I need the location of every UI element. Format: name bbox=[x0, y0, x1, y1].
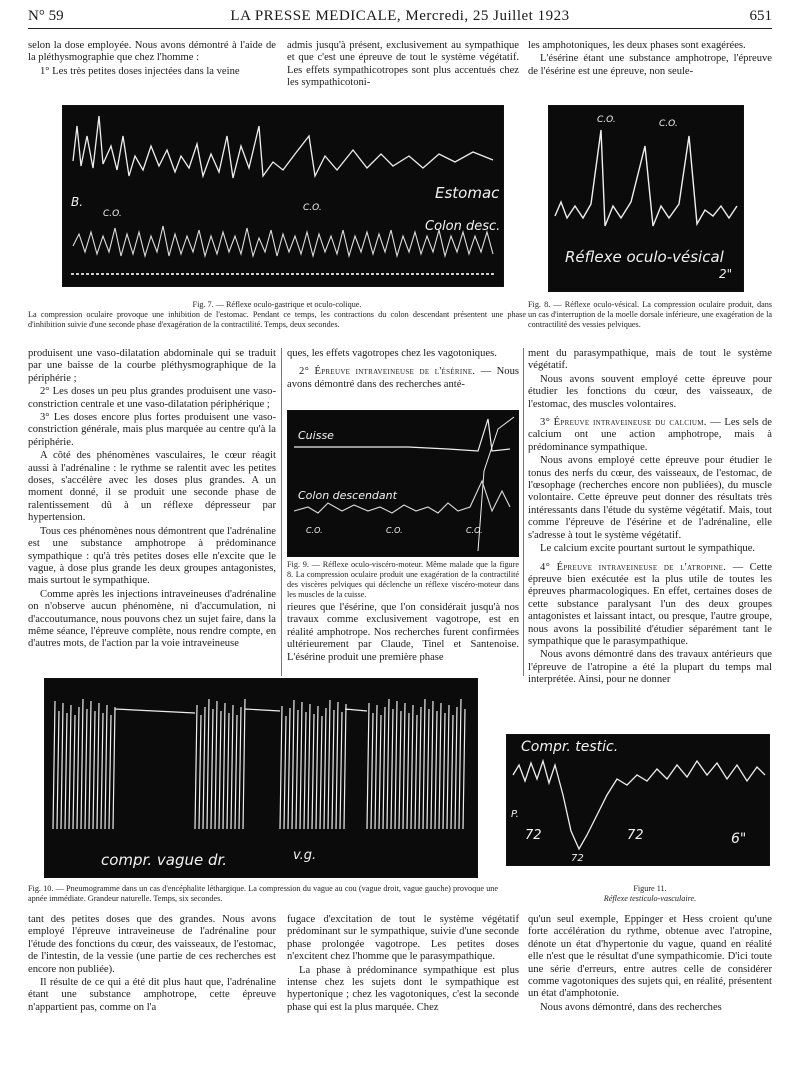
fig9-label-co1: C.O. bbox=[306, 526, 323, 535]
fig11-label-compr: Compr. testic. bbox=[521, 739, 619, 755]
paragraph: tant des petites doses que des grandes. Nous avons employé l'épreuve intraveineuse de l'adrénaline pour l'étude des fonctions du cœur, des vaisseaux, de l'estomac, de l'intestin, de la vessie (une partie de ces recherches est encore non publiée). bbox=[28, 914, 276, 975]
paragraph: les amphotoniques, les deux phases sont exagérées. bbox=[528, 40, 746, 51]
figure-10-trace bbox=[44, 678, 478, 878]
fig11-label-72a: 72 bbox=[525, 828, 542, 843]
paragraph: ques, les effets vagotropes chez les vagotoniques. bbox=[287, 348, 497, 359]
fig10-caption-title: Fig. 10. — Pneumogramme dans un cas d'encéphalite léthargique. bbox=[28, 884, 247, 893]
section-heading-eserine: 2° Épreuve intraveineuse de l'ésérine. — Nous avons démontré dans des recherches anté- bbox=[287, 366, 519, 390]
fig8-caption-text: Fig. 8. — Réflexe oculo-vésical. La compression oculaire produit, dans un cas d'interruption de la moelle dorsale inférieure, une exagération de la contractilité des vessies pelviques. bbox=[528, 300, 772, 329]
page-header bbox=[28, 6, 772, 29]
fig11-label-time: 6" bbox=[731, 831, 747, 847]
fig7-caption-text: La compression oculaire provoque une inhibition de l'estomac. Pendant ce temps, les contractions du colon descendant présentent une phase d'inhibition suivie d'une seconde phase d'exagération de la contractilité. Temps, deux secondes. bbox=[28, 310, 526, 329]
top-col-3 bbox=[528, 40, 772, 102]
fig10-respiration-trace bbox=[53, 699, 465, 829]
bottom-col-2 bbox=[287, 914, 519, 1076]
bottom-col-1 bbox=[28, 914, 276, 1076]
figure-9-caption bbox=[287, 560, 519, 600]
page-number: 651 bbox=[749, 8, 772, 24]
fig10-label-compr: compr. vague dr. bbox=[101, 851, 228, 869]
fig7-label-estomac: Estomac bbox=[435, 184, 500, 202]
paragraph: Nous avons souvent employé cette épreuve pour étudier les fonctions du cœur, des vaisseaux, de l'estomac, des muscles volontaires. bbox=[528, 373, 772, 410]
bottom-col-3 bbox=[528, 914, 772, 1076]
fig10-label-vg: v.g. bbox=[293, 848, 317, 863]
mid-col-2-bottom bbox=[287, 602, 519, 676]
figure-7-trace bbox=[62, 105, 504, 287]
fig8-label-time: 2" bbox=[719, 267, 733, 281]
journal-title: LA PRESSE MEDICALE, Mercredi, 25 Juillet 1923 bbox=[230, 8, 570, 24]
fig9-label-co3: C.O. bbox=[466, 526, 483, 535]
fig11-label-72c: 72 bbox=[627, 828, 644, 843]
paragraph: 2° Les doses un peu plus grandes produisent une vaso-constriction centrale et une vaso-dilatation périphérique ; bbox=[28, 386, 276, 410]
paragraph: admis jusqu'à présent, exclusivement au sympathique et que c'est une épreuve de tout le système végétatif. Les effets sympathicotropes sont plus accentués chez les sympathicotoni- bbox=[287, 40, 519, 89]
paragraph: Le calcium excite pourtant surtout le sympathique. bbox=[540, 543, 756, 555]
paragraph: Nous avons démontré, dans des recherches bbox=[540, 1001, 722, 1013]
fig7-caption-title: Fig. 7. — Réflexe oculo-gastrique et oculo-colique. bbox=[192, 300, 362, 309]
fig9-label-co2: C.O. bbox=[386, 526, 403, 535]
paragraph: Tous ces phénomènes nous démontrent que l'adrénaline est une substance amphotrope à prédominance sympathique : qu'à très petites doses elle n'excite que le vague, à dose plus grande les deux groupes antagonistes, mais surtout le sympathique. bbox=[28, 525, 276, 587]
paragraph: Comme après les injections intraveineuses d'adrénaline on n'observe aucun phénomène, ni d'accumulation, ni d'accoutumance, nous pouvons chez un sujet faire, dans la même séance, l'épreuve complète, nous rendre compte, en d'autres mots, de l'action par la voie intraveineuse bbox=[28, 588, 276, 650]
top-col-1 bbox=[28, 40, 276, 102]
fig8-label-reflexe: Réflexe oculo-vésical bbox=[565, 248, 724, 266]
fig9-label-colon: Colon descendant bbox=[298, 489, 397, 502]
paragraph: rieures que l'ésérine, que l'on considérait jusqu'à nos travaux comme exclusivement vagotrope, est en réalité amphotrope. Nos recherches furent confirmées ultérieurement par Claude, Tinel et Santenoise. L'ésérine produit une première phase bbox=[287, 602, 519, 663]
fig11-label-p: P. bbox=[511, 809, 519, 820]
paragraph: 1° Les très petites doses injectées dans la veine bbox=[40, 65, 240, 77]
fig8-label-co2: C.O. bbox=[659, 119, 678, 129]
paragraph: produisent une vaso-dilatation abdominale qui se traduit par une baisse de la courbe pléthysmographique de la périphérie ; bbox=[28, 348, 276, 384]
paragraph: A côté des phénomènes vasculaires, le cœur réagit aussi à l'adrénaline : le rythme se ralentit avec les petites doses, s'accélère avec les doses plus grandes. A un moment donné, il se produit une seconde phase de ralentissement dû à un réflexe dépresseur par hypertension. bbox=[28, 450, 276, 524]
section-heading-atropine: 4° Épreuve intraveineuse de l'atropine. — Cette épreuve bien exécutée est la plus utile de toutes les épreuves pharmacologiques. En effet, certaines doses de cette substance paralysant l'un des deux groupes antagonistes et laissant intact, ou presque, l'autre groupe, nous avons la possibilité d'étudier séparément tant le sympathique que le parasympathique. bbox=[528, 561, 772, 647]
fig7-label-co2: C.O. bbox=[303, 203, 322, 213]
paragraph: qu'un seul exemple, Eppinger et Hess croient qu'une forte accélération du rythme, obtenue avec l'atropine, dénote un état d'hypertonie du vague, quand en réalité elle n'est que le résultat d'une sympathicomie. D'ici toute une série d'erreurs, entre autres celle de considérer comme vagotoniques des sujets qui, en réalité, présentent un état d'amphotonie. bbox=[528, 914, 772, 1000]
top-col-2 bbox=[287, 40, 519, 102]
column-divider bbox=[523, 348, 524, 676]
paragraph: 3° Les doses encore plus fortes produisent une vaso-constriction générale, mais plus marquée au centre qu'à la périphérie. bbox=[28, 412, 276, 448]
fig7-label-b: B. bbox=[71, 195, 84, 209]
paragraph: L'ésérine étant une substance amphotrope, l'épreuve de l'ésérine est une épreuve, non seule- bbox=[528, 53, 772, 77]
fig7-label-co1: C.O. bbox=[103, 209, 122, 219]
fig10-caption-text: La compression du vague au cou (vague droit, vague gauche) provoque une apnée immédiate. Grandeur naturelle. Temps, six secondes. bbox=[28, 884, 499, 903]
fig8-label-co1: C.O. bbox=[597, 115, 616, 125]
figure-11-caption bbox=[528, 884, 772, 904]
issue-number: N° 59 bbox=[28, 8, 64, 24]
fig7-label-colon: Colon desc. bbox=[425, 219, 501, 234]
section-heading-calcium: 3° Épreuve intraveineuse du calcium. — Les sels de calcium ont une action amphotrope, mais à prédominance sympathique. bbox=[528, 417, 772, 453]
fig9-caption-text: Fig. 9. — Réflexe oculo-viscéro-moteur. Même malade que la figure 8. La compression oculaire produit une exagération de la contractilité des viscères pelviques qui déclenche un réflexe viscéro-moteur dans les muscles de la cuisse. bbox=[287, 560, 519, 599]
mid-col-2-top bbox=[287, 348, 519, 408]
paragraph: fugace d'excitation de tout le système végétatif prédominant sur le sympathique, suivie d'une seconde phase prolongée vagotrope. Les petites doses n'excitent chez l'homme que le parasympathique. bbox=[287, 914, 519, 963]
figure-10-caption bbox=[28, 884, 498, 904]
paragraph: La phase à prédominance sympathique est plus intense chez les sujets dont le sympathique est hypertonique ; chez les vagotoniques, c'est la seconde phase qui est la plus marquée. Chez bbox=[287, 964, 519, 1013]
figure-11-trace bbox=[506, 734, 770, 866]
paragraph: ment du parasympathique, mais de tout le système végétatif. bbox=[528, 348, 772, 372]
paragraph: Nous avons employé cette épreuve pour étudier le tonus des nerfs du cœur, des vaisseaux, de l'estomac, de l'œsophage (recherches encore non publiées), du muscle volontaire. Cette épreuve peut donner des résultats très intéressants dans l'étude du système végétatif. Mais, tout comme l'épreuve de l'ésérine et de l'adrénaline, elle s'adresse à tout le système végétatif. bbox=[528, 455, 772, 541]
mid-col-3 bbox=[528, 348, 772, 730]
paragraph: selon la dose employée. Nous avons démontré à l'aide de la pléthysmographie que chez l'homme : bbox=[28, 40, 276, 64]
column-divider bbox=[281, 348, 282, 676]
figure-8-trace bbox=[548, 105, 744, 292]
fig9-label-cuisse: Cuisse bbox=[298, 429, 334, 442]
fig11-caption-title: Figure 11. bbox=[633, 884, 667, 893]
mid-col-1 bbox=[28, 348, 276, 676]
fig11-caption-sub: Réflexe testiculo-vasculaire. bbox=[603, 894, 697, 903]
fig11-label-72b: 72 bbox=[571, 853, 584, 864]
figure-9-trace bbox=[287, 410, 519, 557]
paragraph: Nous avons démontré dans des travaux antérieurs que l'épreuve de l'atropine a été la plupart du temps mal interprétée. Ainsi, pour ne donner bbox=[528, 649, 772, 686]
figure-8-caption bbox=[528, 300, 772, 330]
paragraph: Il résulte de ce qui a été dit plus haut que, l'adrénaline étant une substance amphotrope, cette épreuve n'appartient pas, comme on l'a bbox=[28, 977, 276, 1013]
figure-7-caption bbox=[28, 300, 526, 330]
